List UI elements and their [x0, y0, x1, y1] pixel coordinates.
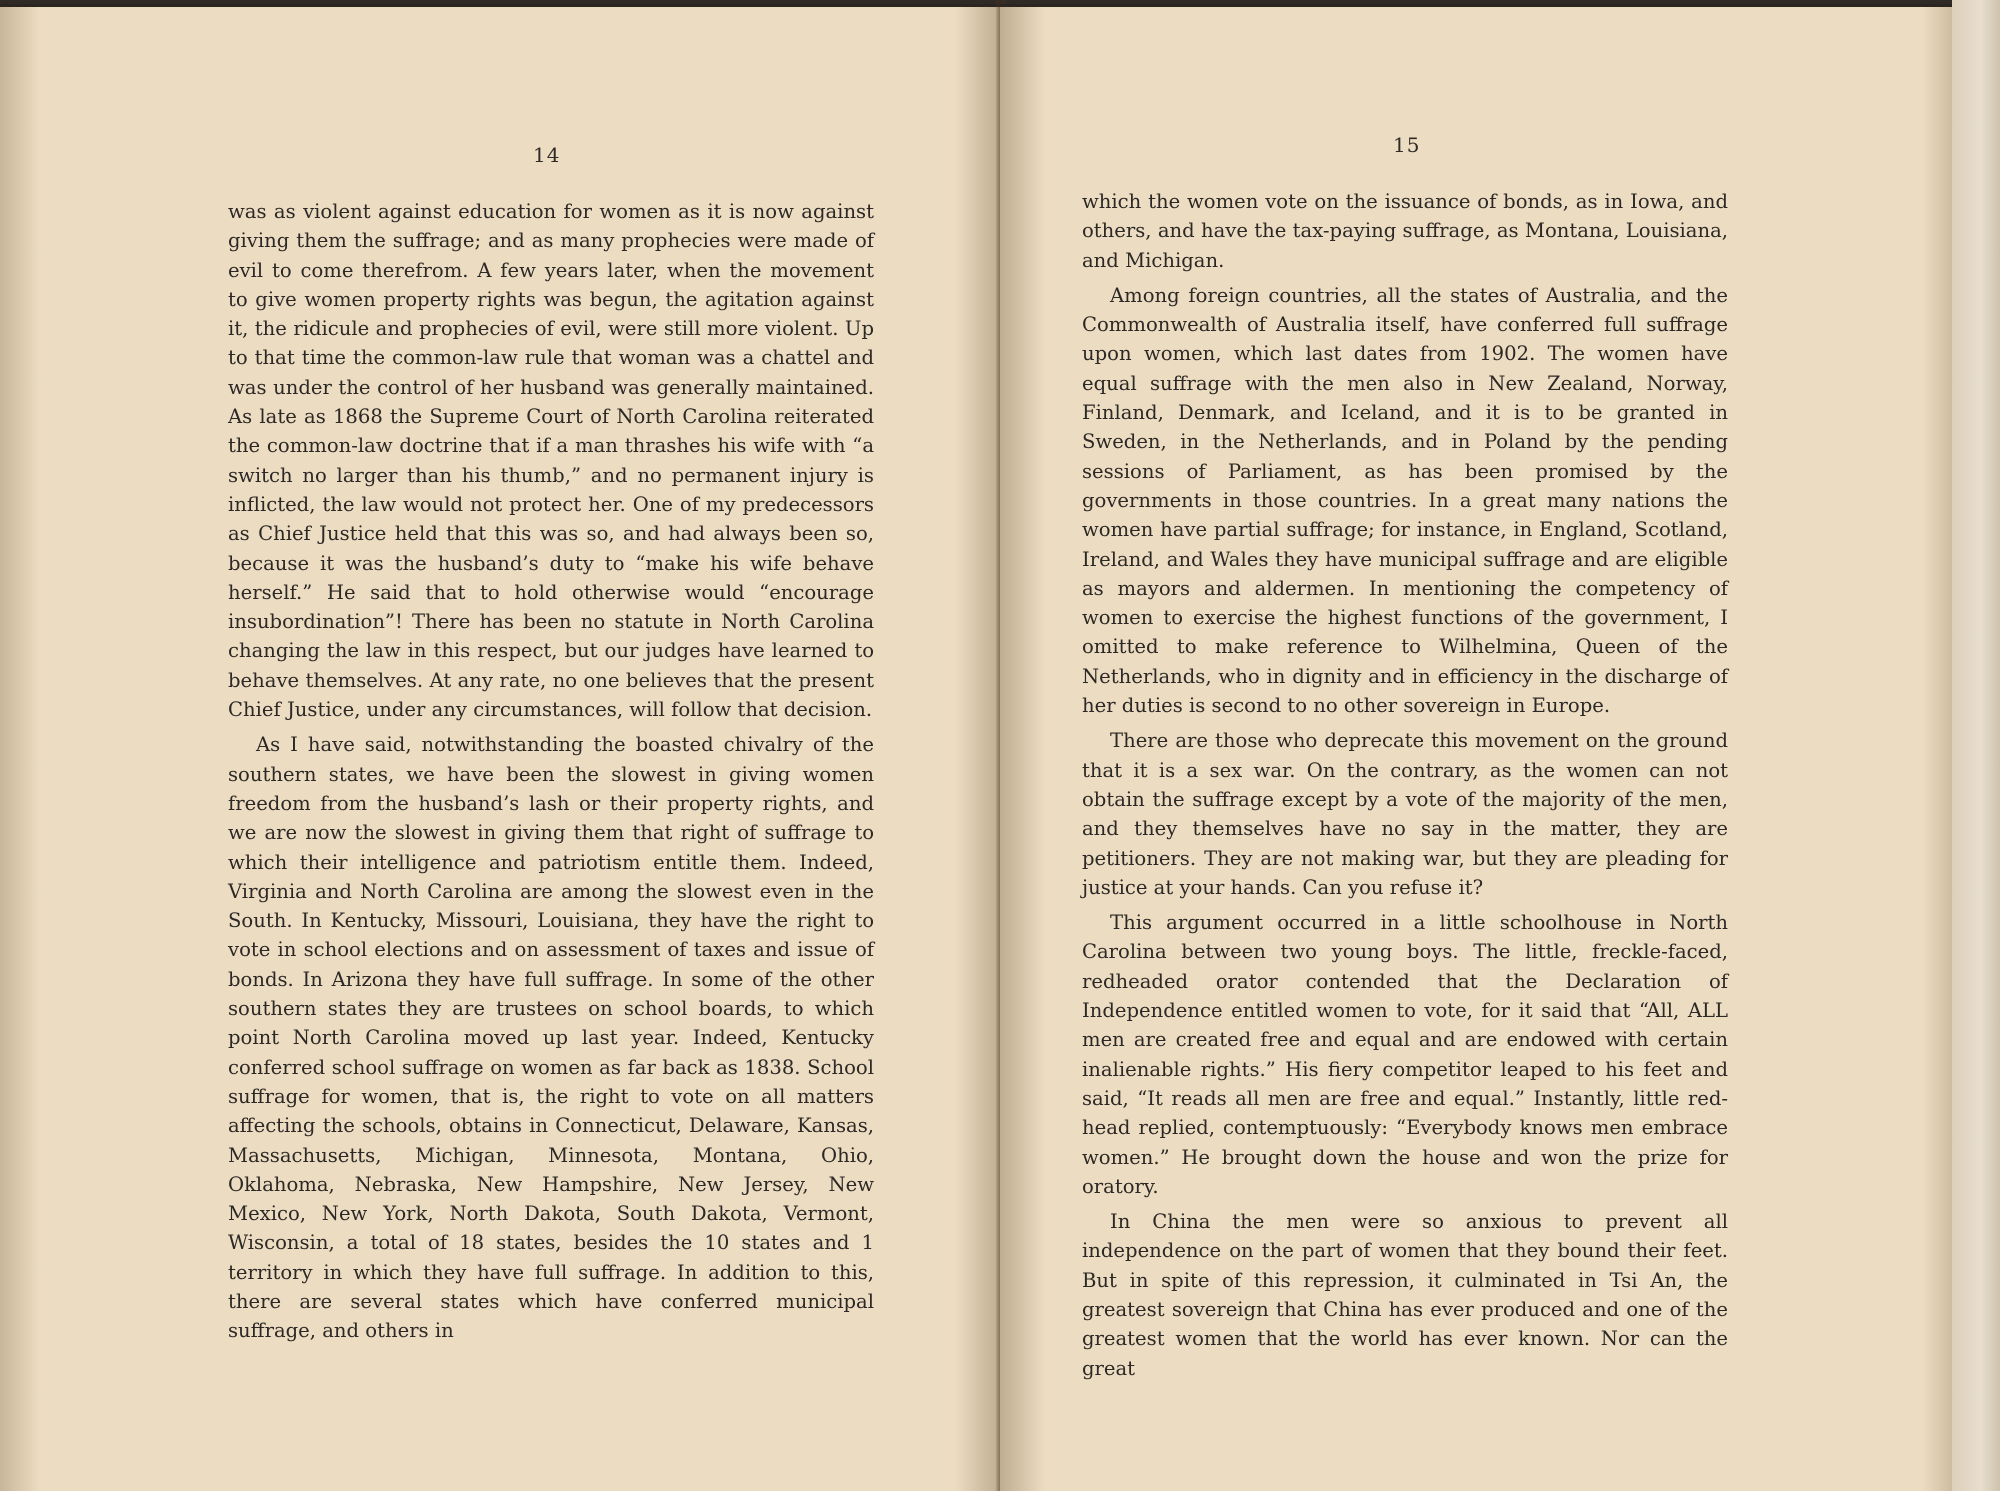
- paragraph: Among foreign countries, all the states of Australia, and the Commonwealth of Australia itself, have conferred full suffrage upon women, which last dates from 1902. The women have equal suffrage with the men also in New Zealand, Norway, Finland, Denmark, and Iceland, and it is to be granted in Sweden, in the Netherlands, and in Poland by the pending sessions of Parliament, as has been promised by the governments in those countries. In a great many nations the women have partial suffrage; for instance, in England, Scotland, Ireland, and Wales they have municipal suffrage and are eligible as mayors and aldermen. In mentioning the competency of women to exercise the highest functions of the government, I omitted to make reference to Wilhelmina, Queen of the Netherlands, who in dignity and in efficiency in the discharge of her duties is second to no other sovereign in Europe.: [1082, 283, 1728, 718]
- paragraph: In China the men were so anxious to prevent all independence on the part of women that they bound their feet. But in spite of this repression, it culminated in Tsi An, the greatest sovereign that China has ever produced and one of the greatest women that the world has ever known. Nor can the great: [1082, 1210, 1728, 1380]
- page-number-left: 14: [533, 143, 561, 167]
- paragraph: There are those who deprecate this movement on the ground that it is a sex war. On the contrary, as the women can not obtain the suffrage except by a vote of the majority of the men, and they themselves have no say in the matter, they are petitioners. They are not making war, but they are pleading for justice at your hands. Can you refuse it?: [1082, 729, 1728, 899]
- paragraph: This argument occurred in a little schoolhouse in North Carolina between two young boys. The little, freckle-faced, redheaded orator contended that the Declaration of Independence entitled women to vote, for it said that “All, ALL men are created free and equal and are endowed with certain inalienable rights.” His fiery competitor leaped to his feet and said, “It reads all men are free and equal.” Instantly, little red-head replied, contemptuously: “Everybody knows men embrace women.” He brought down the house and won the prize for oratory.: [1082, 911, 1728, 1198]
- paragraph: was as violent against education for women as it is now against giving them the suffrage; and as many prophecies were made of evil to come therefrom. A few years later, when the movement to give women property rights was begun, the agitation against it, the ridicule and prophecies of evil, were still more violent. Up to that time the common-law rule that woman was a chattel and was under the control of her husband was generally maintained. As late as 1868 the Supreme Court of North Carolina reiterated the common-law doctrine that if a man thrashes his wife with “a switch no larger than his thumb,” and no permanent injury is inflicted, the law would not protect her. One of my predecessors as Chief Justice held that this was so, and had always been so, because it was the husband’s duty to “make his wife behave herself.” He said that to hold otherwise would “encourage insubordination”! There has been no statute in North Carolina changing the law in this respect, but our judges have learned to behave themselves. At any rate, no one believes that the present Chief Justice, under any circumstances, will follow that decision.: [228, 200, 874, 722]
- page-number-right: 15: [1393, 133, 1421, 157]
- right-page-text: [1082, 187, 1728, 1383]
- left-page-text: [228, 197, 874, 1346]
- right-page: [1000, 4, 1952, 1491]
- page-edge: [1952, 0, 2000, 1491]
- paragraph: As I have said, notwithstanding the boasted chivalry of the southern states, we have been the slowest in giving women freedom from the husband’s lash or their property rights, and we are now the slowest in giving them that right of suffrage to which their intelligence and patriotism entitle them. Indeed, Virginia and North Carolina are among the slowest even in the South. In Kentucky, Missouri, Louisiana, they have the right to vote in school elections and on assessment of taxes and issue of bonds. In Arizona they have full suffrage. In some of the other southern states they are trustees on school boards, to which point North Carolina moved up last year. Indeed, Kentucky conferred school suffrage on women as far back as 1838. School suffrage for women, that is, the right to vote on all matters affecting the schools, obtains in Connecticut, Delaware, Kansas, Massachusetts, Michigan, Minnesota, Montana, Ohio, Oklahoma, Nebraska, New Hampshire, New Jersey, New Mexico, New York, North Dakota, South Dakota, Vermont, Wisconsin, a total of 18 states, besides the 10 states and 1 territory in which they have full suffrage. In addition to this, there are several states which have conferred municipal suffrage, and others in: [228, 733, 874, 1343]
- paragraph: which the women vote on the issuance of bonds, as in Iowa, and others, and have the tax-paying suffrage, as Montana, Louisiana, and Michigan.: [1082, 190, 1728, 272]
- left-page: [0, 4, 1000, 1491]
